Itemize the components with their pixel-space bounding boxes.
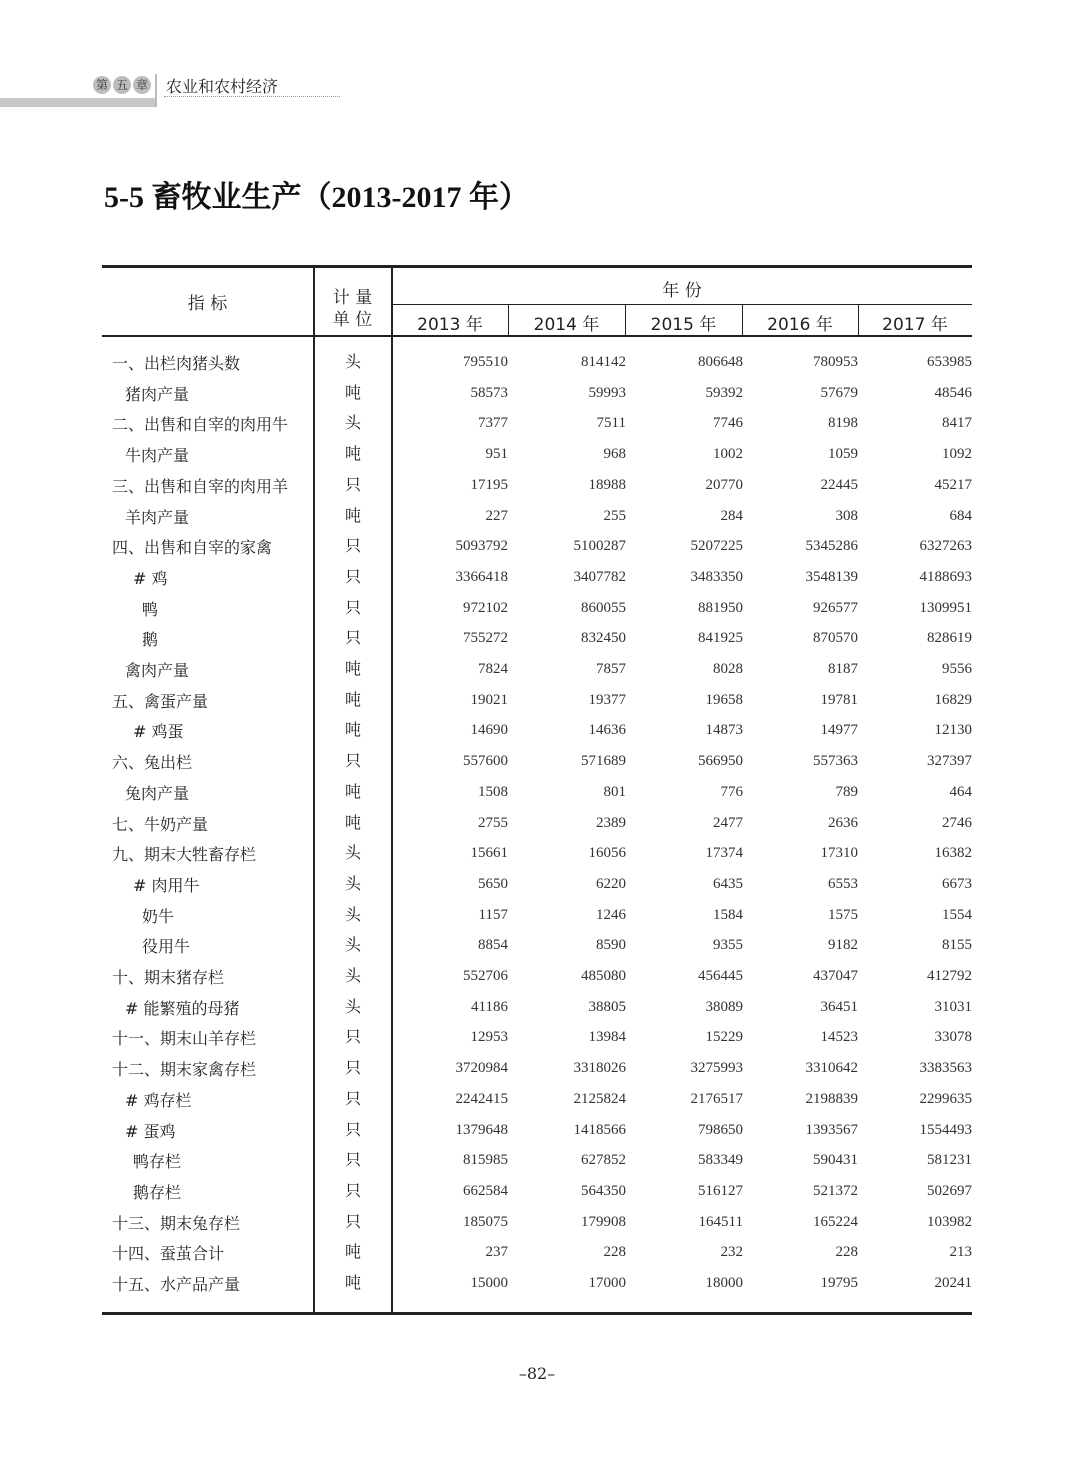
row-label: 鹅: [142, 630, 159, 650]
row-unit: 吨: [344, 505, 361, 525]
row-value: 3318026: [573, 1060, 626, 1077]
row-value: 502697: [927, 1182, 972, 1199]
row-value: 2746: [942, 814, 972, 831]
row-value: 38089: [705, 998, 743, 1015]
row-label: 十四、蚕茧合计: [112, 1244, 225, 1264]
row-value: 232: [720, 1244, 743, 1261]
row-label: 役用牛: [142, 937, 191, 957]
row-value: 780953: [813, 354, 858, 370]
row-value: 806648: [698, 354, 743, 370]
row-value: 164511: [698, 1213, 743, 1230]
row-value: 564350: [581, 1182, 626, 1199]
row-unit: 只: [344, 751, 361, 771]
header-year: 2015 年: [650, 315, 717, 335]
row-value: 15229: [705, 1029, 743, 1046]
row-value: 8155: [942, 937, 972, 954]
row-label: 奶牛: [142, 906, 175, 926]
row-value: 36451: [820, 998, 858, 1015]
row-value: 3275993: [690, 1060, 743, 1077]
row-value: 3720984: [455, 1060, 508, 1077]
row-value: 6327263: [919, 538, 972, 555]
row-value: 5650: [478, 875, 508, 892]
row-unit: 头: [344, 966, 361, 985]
row-value: 3310642: [805, 1060, 858, 1077]
row-label: 兔肉产量: [125, 783, 190, 803]
row-value: 627852: [581, 1152, 626, 1169]
row-value: 8854: [478, 937, 508, 954]
row-value: 552706: [463, 968, 508, 984]
row-value: 2198839: [805, 1090, 858, 1107]
row-value: 5100287: [573, 538, 626, 555]
row-unit: 只: [344, 1150, 361, 1170]
row-value: 828619: [927, 630, 972, 647]
row-value: 1379648: [455, 1121, 508, 1138]
row-unit: 只: [344, 1088, 361, 1108]
row-value: 22445: [820, 476, 858, 493]
row-value: 3366418: [455, 568, 508, 585]
row-value: 2125824: [573, 1090, 626, 1107]
row-unit: 只: [344, 566, 361, 586]
row-value: 185075: [463, 1213, 508, 1230]
row-value: 1554493: [919, 1121, 972, 1138]
row-value: 8590: [596, 937, 626, 954]
table-bottom-rule: [102, 1312, 972, 1315]
row-label: 十五、水产品产量: [112, 1275, 241, 1294]
row-value: 14690: [470, 722, 508, 739]
row-value: 6435: [713, 875, 743, 892]
chapter-badge-char: 第: [93, 76, 111, 94]
column-divider: [391, 267, 393, 1313]
row-value: 1575: [828, 906, 858, 923]
row-unit: 头: [344, 413, 361, 433]
header-year-group: 年 份: [662, 281, 702, 301]
row-value: 284: [720, 507, 743, 524]
row-value: 228: [835, 1244, 858, 1261]
row-value: 8198: [828, 415, 858, 432]
row-value: 2242415: [455, 1090, 508, 1107]
row-label: # 鸡蛋: [133, 722, 184, 742]
chapter-badge-char: 五: [113, 76, 131, 94]
row-value: 18988: [588, 476, 626, 493]
row-unit: 吨: [344, 382, 361, 402]
header-year: 2013 年: [417, 315, 483, 335]
row-value: 951: [485, 446, 508, 463]
row-value: 16056: [588, 845, 626, 862]
row-label: 十三、期末兔存栏: [112, 1213, 241, 1233]
row-value: 8417: [942, 415, 972, 432]
row-value: 815985: [463, 1152, 508, 1169]
row-unit: 只: [344, 628, 361, 648]
row-value: 213: [949, 1244, 972, 1261]
table-top-rule: [102, 265, 972, 268]
row-value: 557363: [813, 753, 858, 770]
row-value: 1092: [942, 446, 972, 463]
row-unit: 吨: [344, 1273, 361, 1292]
row-value: 12130: [934, 722, 972, 739]
row-value: 795510: [463, 354, 508, 370]
row-value: 3483350: [690, 568, 743, 585]
row-label: 九、期末大牲畜存栏: [112, 845, 257, 865]
row-value: 832450: [581, 630, 626, 647]
row-value: 16382: [934, 845, 972, 862]
row-value: 14977: [820, 722, 858, 739]
row-value: 968: [603, 446, 626, 463]
header-year: 2016 年: [767, 315, 833, 335]
row-value: 17195: [470, 476, 508, 493]
row-value: 1418566: [573, 1121, 626, 1138]
row-value: 9556: [942, 661, 972, 677]
row-value: 179908: [581, 1213, 626, 1230]
row-value: 1554: [942, 906, 972, 923]
row-value: 860055: [581, 599, 626, 616]
row-value: 17374: [705, 845, 743, 862]
page-number: –82–: [518, 1364, 556, 1383]
row-value: 7824: [478, 661, 508, 677]
row-value: 2636: [828, 814, 858, 831]
row-value: 2755: [478, 814, 508, 831]
row-unit: 头: [344, 352, 361, 371]
chapter-badge: [93, 76, 151, 94]
row-value: 1393567: [805, 1121, 858, 1138]
row-value: 3407782: [573, 568, 626, 585]
row-value: 412792: [927, 968, 972, 984]
row-value: 7857: [596, 661, 626, 677]
row-value: 1059: [828, 446, 858, 463]
row-value: 653985: [927, 354, 972, 370]
row-value: 1508: [478, 783, 508, 800]
row-value: 227: [485, 507, 508, 524]
row-unit: 吨: [344, 781, 361, 801]
row-value: 18000: [705, 1275, 743, 1291]
row-value: 776: [720, 783, 743, 800]
row-value: 103982: [927, 1213, 972, 1230]
row-label: 羊肉产量: [125, 507, 190, 527]
row-value: 13984: [588, 1029, 626, 1046]
row-label: # 能繁殖的母猪: [125, 998, 240, 1018]
row-unit: 头: [344, 904, 361, 924]
row-value: 798650: [698, 1121, 743, 1138]
row-value: 5093792: [455, 538, 508, 555]
row-value: 20770: [705, 476, 743, 493]
row-label: 鸭: [142, 599, 159, 619]
header-year: 2014 年: [533, 315, 600, 335]
row-value: 5345286: [805, 538, 858, 555]
row-label: 一、出栏肉猪头数: [112, 354, 241, 373]
row-value: 59993: [588, 384, 626, 401]
row-unit: 吨: [344, 659, 361, 678]
chapter-title: 农业和农村经济: [166, 77, 279, 96]
row-value: 19658: [705, 691, 743, 708]
row-value: 14873: [705, 722, 743, 739]
row-value: 31031: [934, 998, 972, 1015]
row-label: 十、期末猪存栏: [112, 968, 225, 987]
row-value: 684: [949, 507, 972, 524]
row-value: 20241: [934, 1275, 972, 1291]
row-label: 四、出售和自宰的家禽: [112, 538, 273, 558]
page-title: 5-5 畜牧业生产（2013-2017 年）: [104, 181, 529, 214]
row-unit: 只: [344, 1211, 361, 1231]
chapter-badge-char: 章: [133, 76, 151, 94]
chapter-divider: [155, 74, 157, 107]
row-value: 57679: [820, 384, 858, 401]
row-label: # 肉用牛: [133, 875, 200, 895]
row-value: 566950: [698, 753, 743, 770]
row-value: 7377: [478, 415, 508, 432]
header-mid-rule: [392, 304, 972, 305]
row-value: 571689: [581, 753, 626, 770]
header-unit-line1: 计 量: [332, 288, 373, 308]
row-value: 801: [603, 783, 626, 800]
row-value: 456445: [698, 968, 743, 984]
row-value: 41186: [471, 998, 508, 1015]
row-label: 三、出售和自宰的肉用羊: [112, 476, 289, 496]
row-value: 557600: [463, 753, 508, 770]
row-value: 19795: [820, 1275, 858, 1291]
row-value: 9355: [713, 937, 743, 954]
row-value: 16829: [934, 691, 972, 708]
row-value: 662584: [463, 1182, 508, 1199]
row-unit: 只: [344, 536, 361, 556]
row-value: 255: [603, 507, 626, 524]
row-value: 437047: [813, 968, 858, 984]
row-label: # 鸡: [133, 568, 168, 588]
row-value: 58573: [470, 384, 508, 401]
row-value: 881950: [698, 599, 743, 616]
row-value: 789: [835, 783, 858, 800]
row-label: 禽肉产量: [125, 661, 190, 680]
header-indicator: 指 标: [187, 294, 228, 314]
row-value: 464: [949, 783, 972, 800]
header-unit-line2: 单 位: [332, 310, 373, 330]
row-value: 590431: [813, 1152, 858, 1169]
row-unit: 吨: [344, 1242, 361, 1262]
row-value: 1309951: [919, 599, 972, 616]
row-label: # 蛋鸡: [125, 1121, 176, 1141]
row-value: 3548139: [805, 568, 858, 585]
row-value: 870570: [813, 630, 858, 647]
row-value: 755272: [463, 630, 508, 647]
row-value: 19377: [588, 691, 626, 708]
row-label: # 鸡存栏: [125, 1090, 192, 1110]
row-value: 6553: [828, 875, 858, 892]
row-value: 6673: [942, 875, 972, 892]
row-unit: 头: [344, 873, 361, 893]
row-value: 2389: [596, 814, 626, 831]
row-value: 17000: [588, 1275, 626, 1291]
row-label: 二、出售和自宰的肉用牛: [112, 415, 289, 435]
row-value: 1246: [596, 906, 626, 923]
row-value: 327397: [927, 753, 972, 770]
row-value: 2299635: [919, 1090, 972, 1107]
row-unit: 吨: [344, 720, 361, 740]
row-value: 1584: [713, 906, 743, 923]
row-unit: 只: [344, 1119, 361, 1139]
row-value: 15661: [470, 845, 508, 862]
row-value: 814142: [581, 354, 626, 370]
row-label: 鹅存栏: [133, 1182, 182, 1202]
row-unit: 头: [344, 996, 361, 1016]
row-value: 5207225: [690, 538, 743, 555]
row-value: 581231: [927, 1152, 972, 1169]
row-label: 牛肉产量: [125, 446, 190, 466]
row-value: 926577: [813, 599, 858, 616]
row-label: 五、禽蛋产量: [112, 691, 209, 711]
row-unit: 头: [344, 935, 361, 955]
row-value: 33078: [934, 1029, 972, 1046]
row-value: 48546: [934, 384, 972, 401]
row-unit: 只: [344, 1180, 361, 1200]
row-value: 59392: [705, 384, 743, 401]
row-value: 15000: [470, 1275, 508, 1291]
row-unit: 只: [344, 1058, 361, 1078]
row-value: 14636: [588, 722, 626, 739]
row-value: 3383563: [919, 1060, 972, 1077]
row-label: 六、兔出栏: [112, 753, 193, 773]
row-value: 19021: [470, 691, 508, 708]
chapter-header-bar: [0, 98, 155, 107]
row-value: 6220: [596, 875, 626, 892]
row-value: 19781: [820, 691, 858, 708]
header-year: 2017 年: [882, 315, 948, 335]
row-unit: 吨: [344, 812, 361, 832]
row-unit: 只: [344, 474, 361, 494]
column-divider: [313, 267, 315, 1313]
row-label: 鸭存栏: [133, 1152, 182, 1172]
row-value: 583349: [698, 1152, 743, 1169]
header-bottom-rule: [102, 335, 972, 337]
row-value: 45217: [934, 476, 972, 493]
row-value: 521372: [813, 1182, 858, 1199]
row-value: 38805: [588, 998, 626, 1015]
row-unit: 吨: [344, 444, 361, 464]
row-value: 9182: [828, 937, 858, 954]
row-value: 228: [603, 1244, 626, 1261]
row-value: 4188693: [919, 568, 972, 585]
row-unit: 头: [344, 843, 361, 863]
row-value: 237: [485, 1244, 508, 1261]
row-value: 8028: [713, 661, 743, 677]
row-unit: 只: [344, 597, 361, 617]
chapter-rule: [164, 96, 340, 97]
row-label: 猪肉产量: [125, 384, 190, 404]
row-value: 308: [835, 507, 858, 524]
row-value: 7746: [713, 415, 743, 432]
row-value: 1157: [478, 906, 508, 923]
row-value: 7511: [596, 415, 626, 432]
row-value: 841925: [698, 630, 743, 647]
row-value: 17310: [820, 845, 858, 862]
row-value: 2176517: [690, 1090, 743, 1107]
row-value: 2477: [713, 814, 743, 831]
row-value: 485080: [581, 968, 626, 984]
row-value: 1002: [713, 446, 743, 463]
row-value: 972102: [463, 599, 508, 616]
row-value: 165224: [813, 1213, 858, 1230]
row-unit: 吨: [344, 689, 361, 709]
row-value: 12953: [470, 1029, 508, 1046]
row-value: 516127: [698, 1182, 743, 1199]
row-value: 8187: [828, 661, 858, 677]
row-label: 十一、期末山羊存栏: [112, 1029, 257, 1049]
row-unit: 只: [344, 1027, 361, 1047]
row-label: 十二、期末家禽存栏: [112, 1060, 257, 1080]
row-label: 七、牛奶产量: [112, 814, 209, 834]
row-value: 14523: [820, 1029, 858, 1046]
